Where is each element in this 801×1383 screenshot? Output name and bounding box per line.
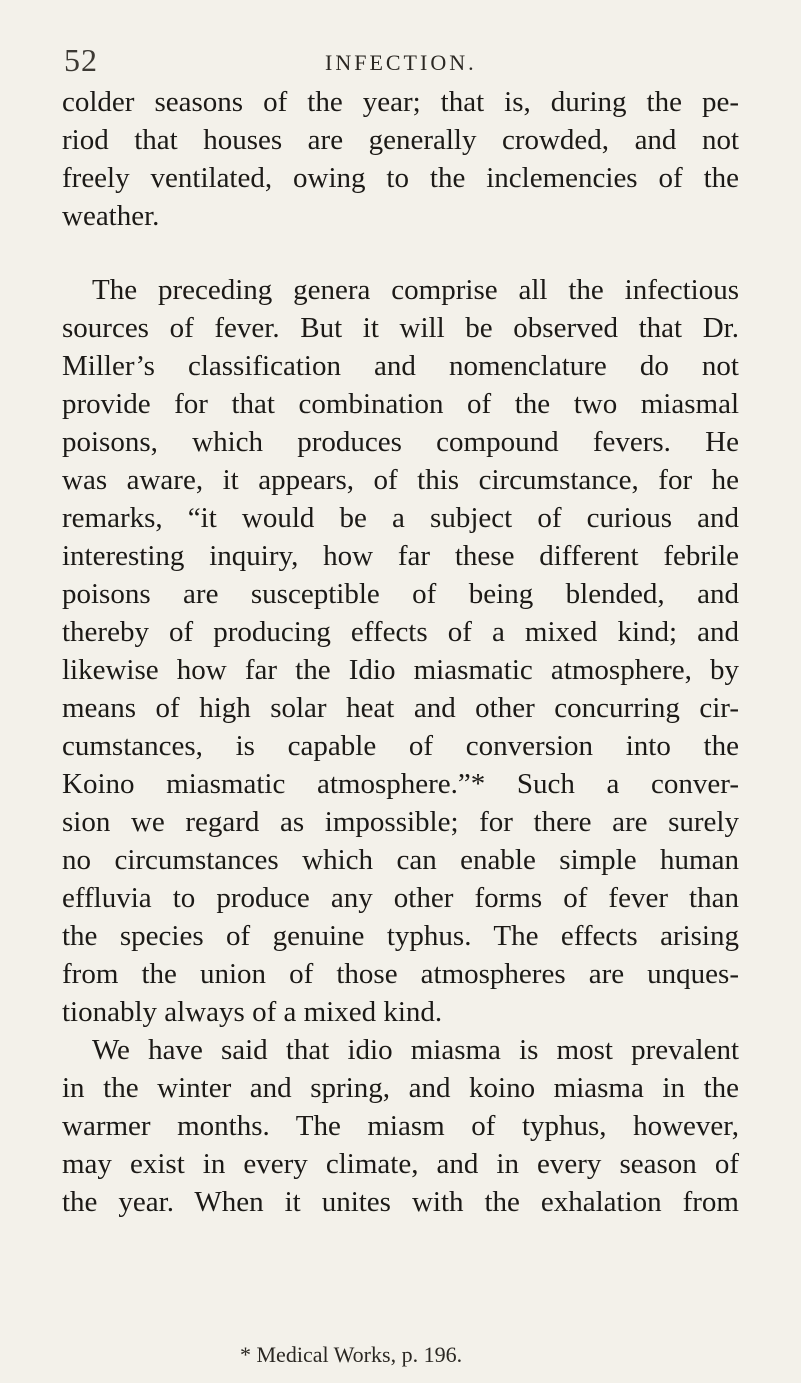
text-line: Miller’s classification and nomenclature do not [62,350,739,382]
text-line: remarks, “it would be a subject of curious and [62,502,739,534]
text-line: means of high solar heat and other concurring cir- [62,692,739,724]
running-title: INFECTION. [325,50,477,75]
text-line: thereby of producing effects of a mixed kind; and [62,616,739,648]
text-line: sion we regard as impossible; for there are surely [62,806,739,838]
text-line: We have said that idio miasma is most prevalent [92,1034,739,1066]
text-line: poisons, which produces compound fevers. He [62,426,739,458]
text-line: cumstances, is capable of conversion into the [62,730,739,762]
text-line: freely ventilated, owing to the inclemencies of the [62,162,739,194]
text-line: the year. When it unites with the exhalation from [62,1186,739,1218]
text-line: effluvia to produce any other forms of fever than [62,882,739,914]
page-number: 52 [64,42,98,78]
text-line: no circumstances which can enable simple human [62,844,739,876]
text-line: provide for that combination of the two miasmal [62,388,739,420]
text-line: in the winter and spring, and koino miasma in the [62,1072,739,1104]
text-line: was aware, it appears, of this circumstance, for he [62,464,739,496]
text-line: The preceding genera comprise all the infectious [92,274,739,306]
text-line: weather. [62,200,160,232]
text-line: colder seasons of the year; that is, during the pe- [62,86,739,118]
text-line: warmer months. The miasm of typhus, however, [62,1110,739,1142]
text-line: likewise how far the Idio miasmatic atmosphere, by [62,654,739,686]
text-line: Koino miasmatic atmosphere.”* Such a conver- [62,768,739,800]
text-line: sources of fever. But it will be observed that Dr. [62,312,739,344]
text-line: poisons are susceptible of being blended, and [62,578,739,610]
text-line: tionably always of a mixed kind. [62,996,443,1028]
text-line: riod that houses are generally crowded, and not [62,124,739,156]
text-line: from the union of those atmospheres are unques- [62,958,739,990]
text-line: the species of genuine typhus. The effects arising [62,920,739,952]
text-line: may exist in every climate, and in every season of [62,1148,739,1180]
footnote: * Medical Works, p. 196. [240,1342,463,1367]
text-line: interesting inquiry, how far these different febrile [62,540,739,572]
